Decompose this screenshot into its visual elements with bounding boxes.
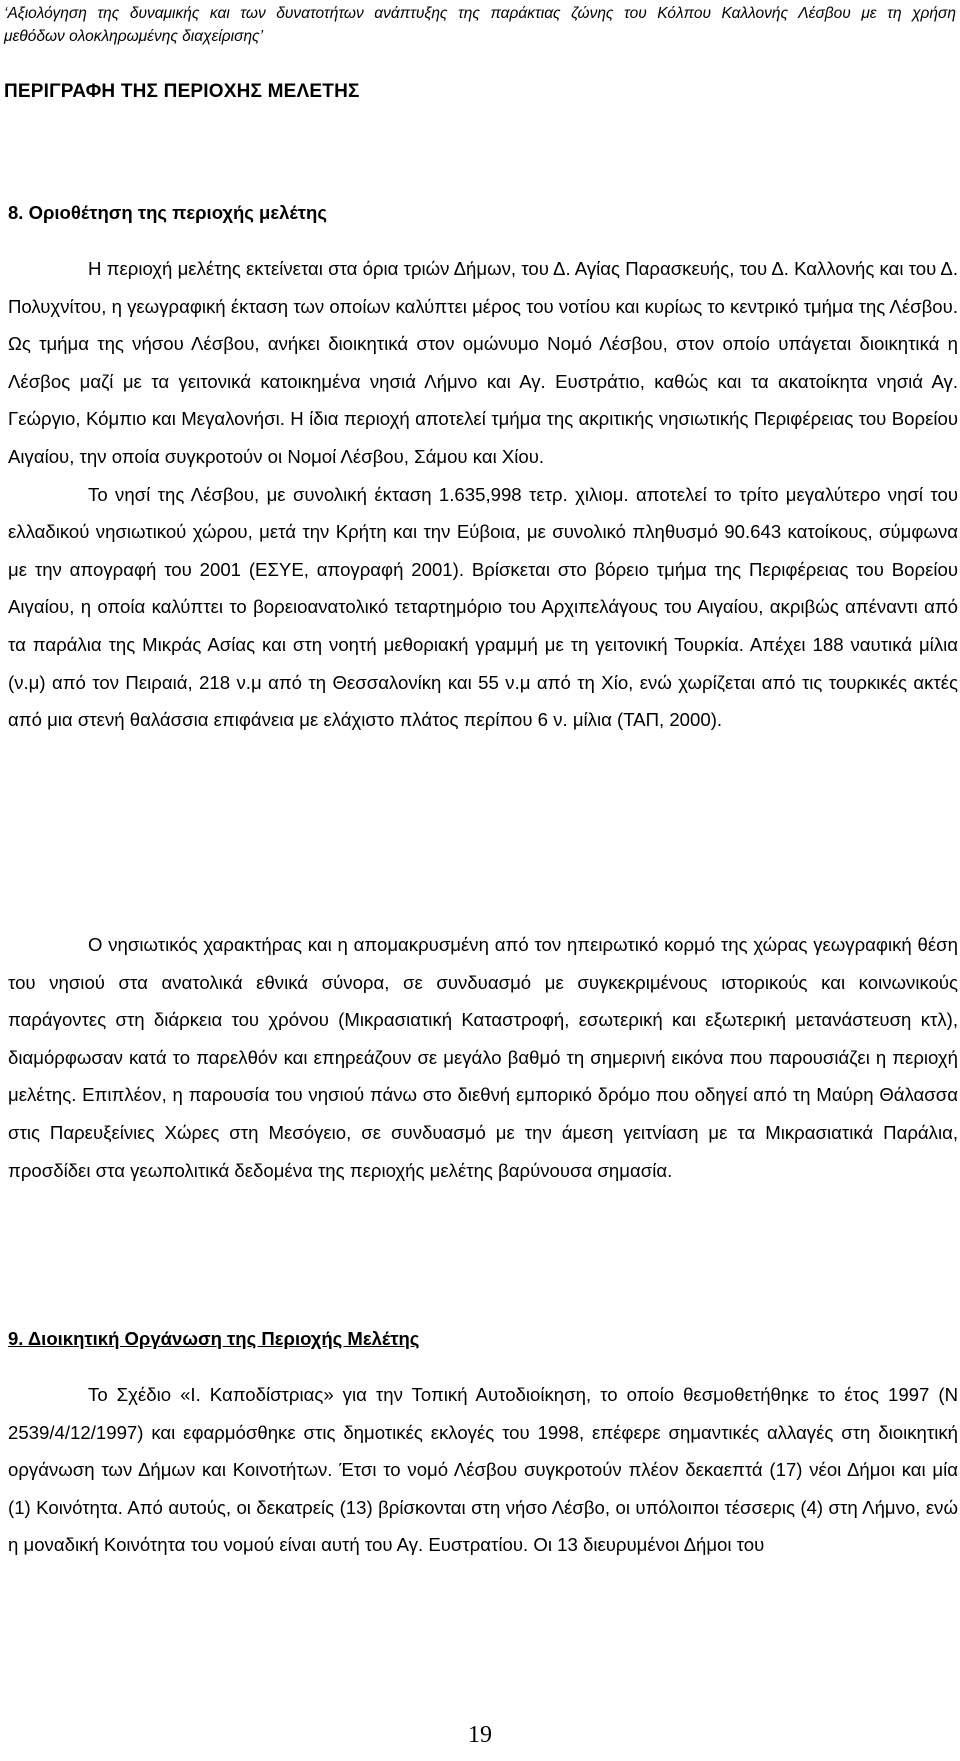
chapter-8-body-part-1 bbox=[8, 250, 958, 739]
chapter-9-paragraph-1: Το Σχέδιο «Ι. Καποδίστριας» για την Τοπική Αυτοδιοίκηση, το οποίο θεσμοθετήθηκε το έτος 1997 (Ν 2539/4/12/1997) και εφαρμόσθηκε στις δημοτικές εκλογές του 1998, επέφερε σημαντικές αλλαγές στη διοικητική οργάνωση των Δήμων και Κοινοτήτων. Έτσι το νομό Λέσβου συγκροτούν πλέον δεκαεπτά (17) νέοι Δήμοι και μία (1) Κοινότητα. Από αυτούς, οι δεκατρείς (13) βρίσκονται στη νήσο Λέσβο, οι υπόλοιποι τέσσερις (4) στη Λήμνο, ενώ η μοναδική Κοινότητα του νομού είναι αυτή του Αγ. Ευστρατίου. Οι 13 διευρυμένοι Δήμοι του bbox=[8, 1384, 958, 1556]
section-heading: ΠΕΡΙΓΡΑΦΗ ΤΗΣ ΠΕΡΙΟΧΗΣ ΜΕΛΕΤΗΣ bbox=[4, 81, 360, 102]
running-header bbox=[4, 2, 956, 48]
chapter-8-paragraph-2: Το νησί της Λέσβου, με συνολική έκταση 1.635,998 τετρ. χιλιομ. αποτελεί το τρίτο μεγαλύτερο νησί του ελλαδικού νησιωτικού χώρου, μετά την Κρήτη και την Εύβοια, με συνολικό πληθυσμό 90.643 κατοίκους, σύμφωνα με την απογραφή του 2001 (ΕΣΥΕ, απογραφή 2001). Βρίσκεται στο βόρειο τμήμα της Περιφέρειας του Βορείου Αιγαίου, η οποία καλύπτει το βορειοανατολικό τεταρτημόριο του Αρχιπελάγους του Αιγαίου, ακριβώς απέναντι από τα παράλια της Μικράς Ασίας και στη νοητή μεθοριακή γραμμή με τη γειτονική Τουρκία. Απέχει 188 ναυτικά μίλια (ν.μ) από τον Πειραιά, 218 ν.μ από τη Θεσσαλονίκη και 55 ν.μ από τη Χίο, ενώ χωρίζεται από τις τουρκικές ακτές από μια στενή θαλάσσια επιφάνεια με ελάχιστο πλάτος περίπου 6 ν. μίλια (ΤΑΠ, 2000). bbox=[8, 483, 958, 731]
chapter-9-body bbox=[8, 1376, 958, 1564]
running-header-line-1: ‘Αξιολόγηση της δυναμικής και των δυνατοτήτων ανάπτυξης της παράκτιας ζώνης του Κόλπου Καλλονής Λέσβου με τη χρήση bbox=[4, 5, 956, 22]
running-header-line-2: μεθόδων ολοκληρωμένης διαχείρισης’ bbox=[4, 28, 264, 45]
chapter-8-paragraph-1: Η περιοχή μελέτης εκτείνεται στα όρια τριών Δήμων, του Δ. Αγίας Παρασκευής, του Δ. Καλλονής και του Δ. Πολυχνίτου, η γεωγραφική έκταση των οποίων καλύπτει μέρος του νοτίου και κυρίως το κεντρικό τμήμα της Λέσβου. Ως τμήμα της νήσου Λέσβου, ανήκει διοικητικά στον ομώνυμο Νομό Λέσβου, στον οποίο υπάγεται διοικητικά η Λέσβος μαζί με τα γειτονικά κατοικημένα νησιά Λήμνο και Αγ. Ευστράτιο, καθώς και τα ακατοίκητα νησιά Αγ. Γεώργιο, Κόμπιο και Μεγαλονήσι. Η ίδια περιοχή αποτελεί τμήμα της ακριτικής νησιωτικής Περιφέρειας του Βορείου Αιγαίου, την οποία συγκροτούν οι Νομοί Λέσβου, Σάμου και Χίου. bbox=[8, 258, 958, 467]
chapter-9-heading: 9. Διοικητική Οργάνωση της Περιοχής Μελέτης bbox=[8, 1328, 420, 1349]
page-number: 19 bbox=[468, 1722, 492, 1748]
chapter-8-body-part-2 bbox=[8, 926, 958, 1189]
chapter-8-heading: 8. Οριοθέτηση της περιοχής μελέτης bbox=[8, 202, 327, 223]
chapter-8-paragraph-3: Ο νησιωτικός χαρακτήρας και η απομακρυσμένη από τον ηπειρωτικό κορμό της χώρας γεωγραφική θέση του νησιού στα ανατολικά εθνικά σύνορα, σε συνδυασμό με συγκεκριμένους ιστορικούς και κοινωνικούς παράγοντες στη διάρκεια του χρόνου (Μικρασιατική Καταστροφή, εσωτερική και εξωτερική μετανάστευση κτλ), διαμόρφωσαν κατά το παρελθόν και επηρεάζουν σε μεγάλο βαθμό τη σημερινή εικόνα που παρουσιάζει η περιοχή μελέτης. Επιπλέον, η παρουσία του νησιού πάνω στο διεθνή εμπορικό δρόμο που οδηγεί από τη Μαύρη Θάλασσα στις Παρευξείνιες Χώρες στη Μεσόγειο, σε συνδυασμό με την άμεση γειτνίαση με τα Μικρασιατικά Παράλια, προσδίδει στα γεωπολιτικά δεδομένα της περιοχής μελέτης βαρύνουσα σημασία. bbox=[8, 934, 958, 1181]
